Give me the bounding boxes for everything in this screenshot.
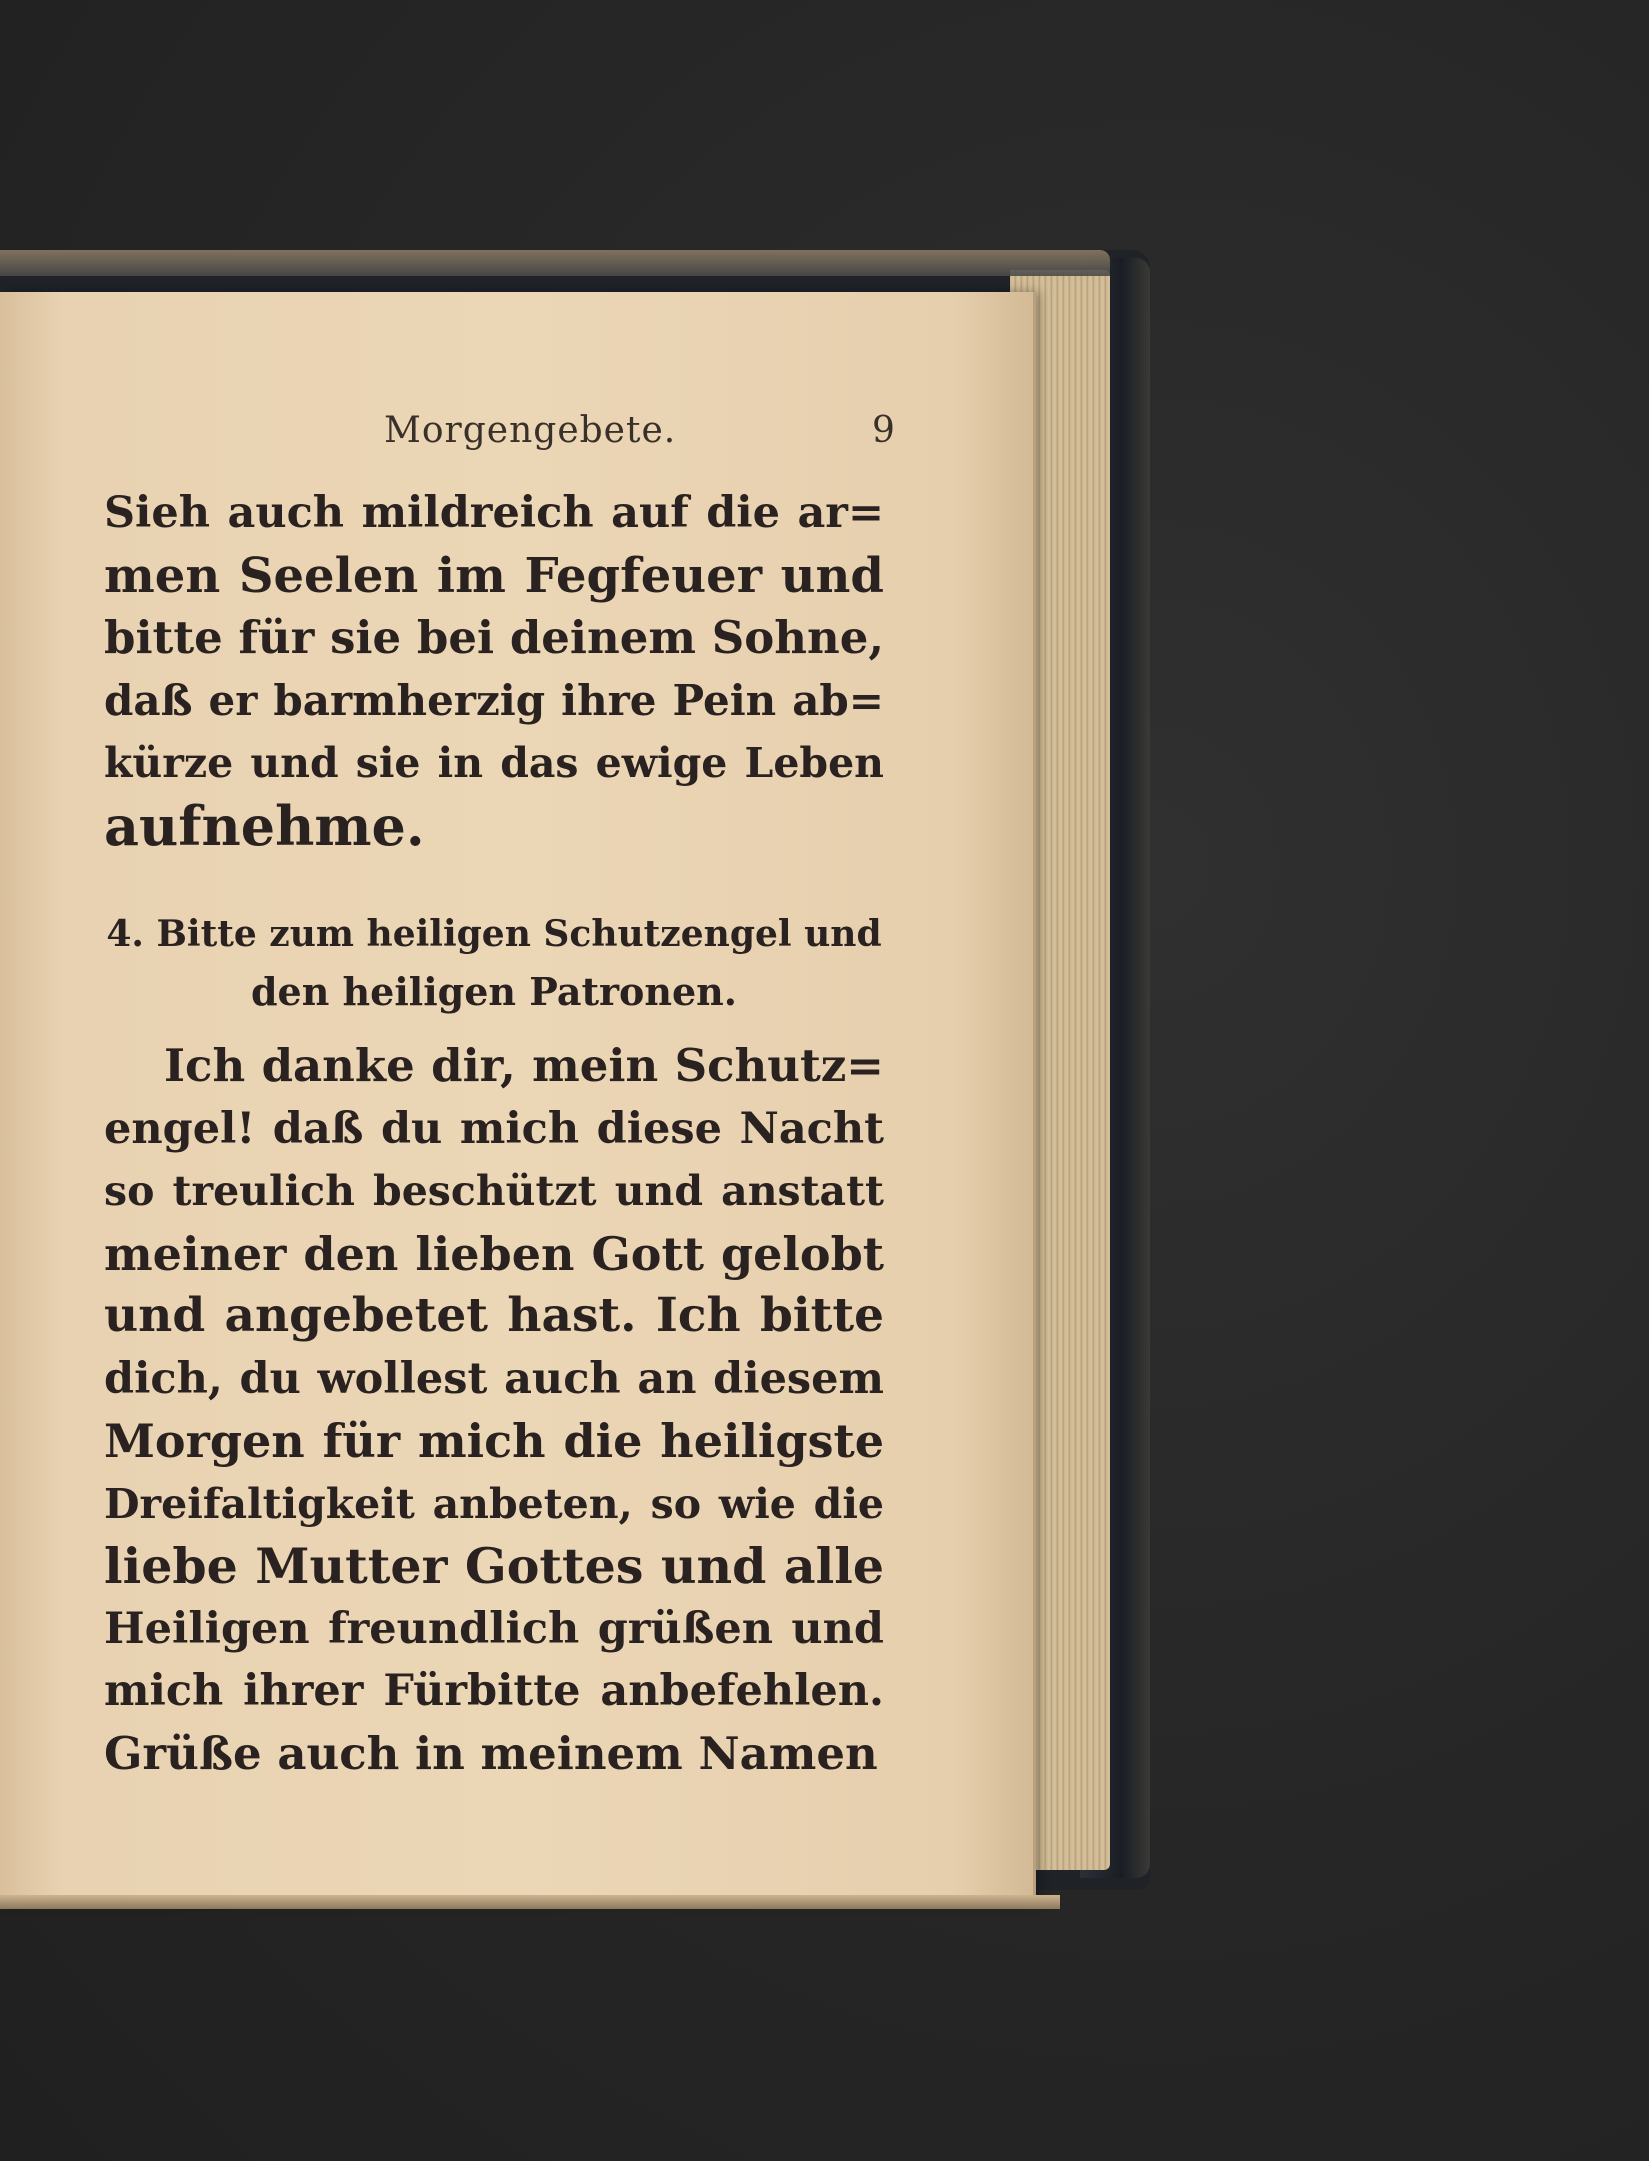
cover-top-edge — [0, 250, 1110, 276]
page-bottom-edge — [0, 1895, 1060, 1909]
page-number: 9 — [872, 410, 895, 451]
text-line: so treulich beschützt und anstatt — [104, 1167, 884, 1215]
running-head: Morgengebete. — [384, 410, 677, 451]
section-heading-line: den heiligen Patronen. — [250, 969, 738, 1014]
text-line: Ich danke dir, mein Schutz= — [164, 1039, 884, 1092]
text-line: engel! daß du mich diese Nacht — [104, 1103, 884, 1154]
text-line: Dreifaltigkeit anbeten, so wie die — [104, 1479, 884, 1528]
text-line: liebe Mutter Gottes und alle — [104, 1537, 884, 1595]
section-heading — [104, 905, 884, 1021]
text-line: meiner den lieben Gott gelobt — [104, 1226, 884, 1281]
text-line: Sieh auch mildreich auf die ar= — [104, 488, 884, 538]
text-line: men Seelen im Fegfeuer und — [104, 547, 884, 604]
text-line: daß er barmherzig ihre Pein ab= — [104, 675, 884, 725]
page-header — [104, 410, 904, 462]
text-line: kürze und sie in das ewige Leben — [104, 739, 884, 787]
text-line: aufnehme. — [104, 793, 425, 858]
paragraph-1 — [104, 482, 884, 857]
text-line: dich, du wollest auch an diesem — [104, 1353, 884, 1404]
text-line: Morgen für mich die heiligste — [104, 1414, 884, 1468]
page-edge-line — [1033, 292, 1036, 1904]
text-line: und angebetet hast. Ich bitte — [104, 1288, 884, 1343]
text-line: mich ihrer Fürbitte anbefehlen. — [104, 1666, 884, 1716]
text-line: Heiligen freundlich grüßen und — [104, 1603, 884, 1654]
text-line: Grüße auch in meinem Namen — [104, 1726, 878, 1780]
text-line: bitte für sie bei deinem Sohne, — [104, 611, 884, 664]
paragraph-2 — [104, 1035, 884, 1785]
section-heading-line: 4. Bitte zum heiligen Schutzengel und — [106, 913, 882, 955]
